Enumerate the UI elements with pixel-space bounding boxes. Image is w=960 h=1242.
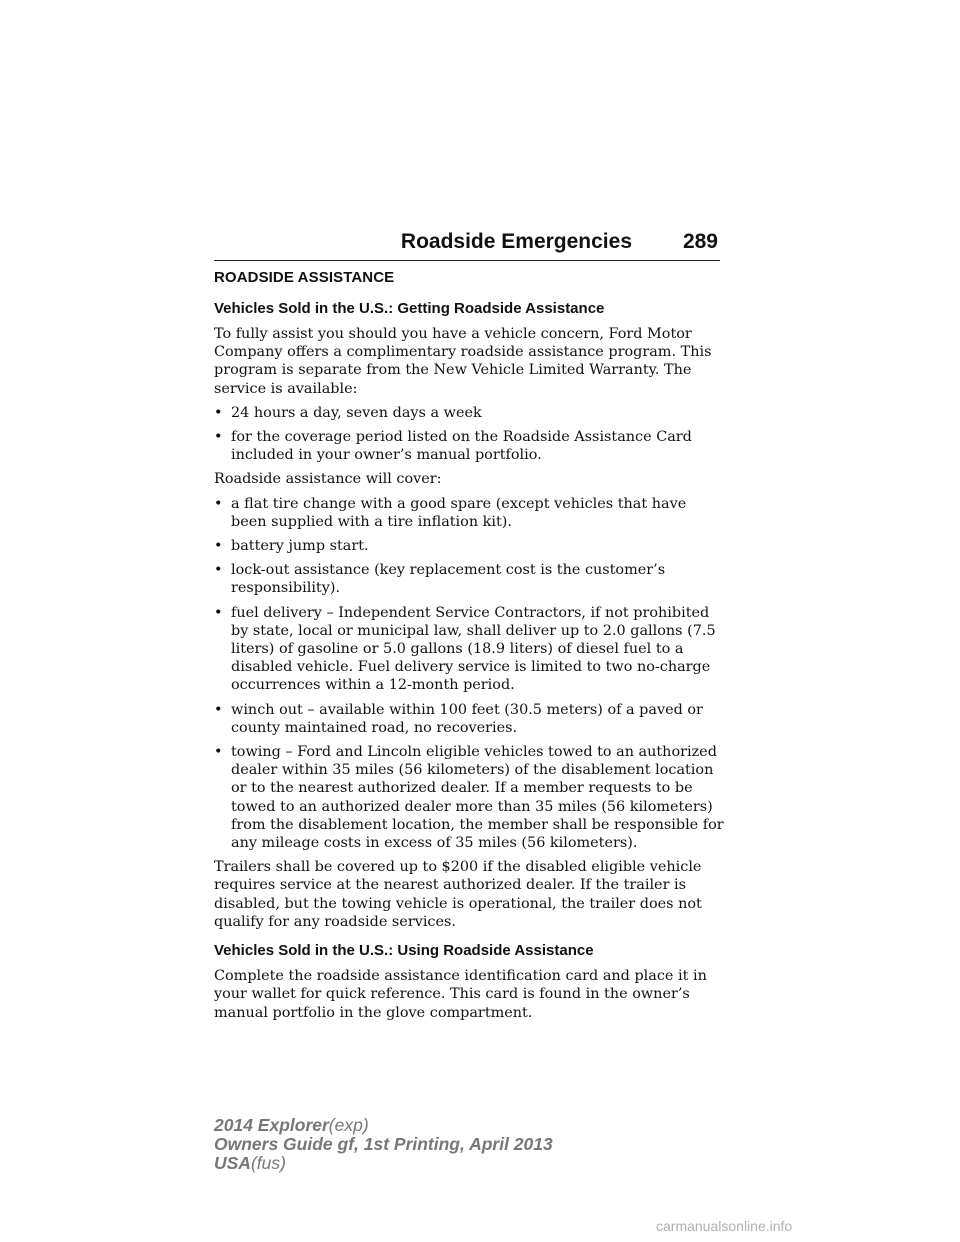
intro-paragraph: To fully assist you should you have a vehicle concern, Ford Motor Company offers a complimentary roadside assistance program. This program is separate from the New Vehicle Limited Warranty. The service is available:: [214, 326, 712, 397]
coverage-intro: Roadside assistance will cover:: [214, 471, 442, 488]
list-item-text: a flat tire change with a good spare (except vehicles that have been supplied with a tire inflation kit).: [231, 495, 687, 530]
subsection-title-using: Vehicles Sold in the U.S.: Using Roadside Assistance: [214, 942, 594, 960]
subsection-title-getting: Vehicles Sold in the U.S.: Getting Roadside Assistance: [214, 300, 605, 317]
footer-line-model: [214, 1116, 553, 1135]
list-item: [214, 561, 726, 597]
list-item: [214, 743, 726, 852]
using-paragraph: Complete the roadside assistance identification card and place it in your wallet for quick reference. This card is found in the owner’s manual portfolio in the glove compartment.: [214, 968, 707, 1021]
page-number: 289: [682, 230, 718, 253]
list-item: [214, 404, 726, 422]
footer-line-region: [214, 1154, 553, 1173]
footer-region-code: (fus): [250, 1153, 286, 1173]
list-item: [214, 428, 726, 464]
watermark: carmanualsonline.info: [656, 1218, 793, 1234]
bullet-icon: •: [214, 429, 223, 446]
bullet-icon: •: [214, 562, 223, 579]
list-item: [214, 495, 726, 531]
bullet-icon: •: [214, 404, 223, 421]
footer-model-code: (exp): [328, 1115, 369, 1135]
list-item-text: 24 hours a day, seven days a week: [231, 404, 482, 421]
list-item: [214, 604, 726, 695]
bullet-icon: •: [214, 538, 223, 555]
coverage-list: [214, 495, 726, 853]
list-item-text: lock-out assistance (key replacement cost is the customer’s responsibility).: [231, 562, 666, 597]
trailers-paragraph: Trailers shall be covered up to $200 if the disabled eligible vehicle requires service at the nearest authorized dealer. If the trailer is disabled, but the towing vehicle is operational, the trailer does not qualify for any roadside services.: [214, 859, 702, 930]
page-header: [214, 226, 720, 261]
list-item-text: winch out – available within 100 feet (30.5 meters) of a paved or county maintained road, no recoveries.: [231, 701, 703, 736]
footer-model: 2014 Explorer: [214, 1115, 329, 1135]
list-item-text: fuel delivery – Independent Service Contractors, if not prohibited by state, local or municipal law, shall deliver up to 2.0 gallons (7.5 liters) of gasoline or 5.0 gallons (18.9 liters) of diesel fuel to a disabled vehicle. Fuel delivery service is limited to two no-charge occurrences within a 12-month period.: [231, 604, 716, 694]
print-footer: [214, 1116, 553, 1173]
availability-list: [214, 404, 726, 465]
list-item: [214, 701, 726, 737]
list-item-text: towing – Ford and Lincoln eligible vehicles towed to an authorized dealer within 35 miles (56 kilometers) of the disablement location or to the nearest authorized dealer. If a member requests to be towed to an authorized dealer more than 35 miles (56 kilometers) from the disablement location, the member shall be responsible for any mileage costs in excess of 35 miles (56 kilometers).: [231, 744, 724, 852]
footer-line-printing: Owners Guide gf, 1st Printing, April 2013: [214, 1134, 553, 1154]
footer-region: USA: [214, 1153, 251, 1173]
list-item: [214, 537, 726, 555]
bullet-icon: •: [214, 744, 223, 761]
bullet-icon: •: [214, 604, 223, 621]
page-content: [214, 269, 726, 1028]
list-item-text: battery jump start.: [231, 538, 369, 555]
section-title: ROADSIDE ASSISTANCE: [214, 269, 395, 286]
bullet-icon: •: [214, 495, 223, 512]
list-item-text: for the coverage period listed on the Roadside Assistance Card included in your owner’s manual portfolio.: [231, 429, 692, 464]
bullet-icon: •: [214, 701, 223, 718]
chapter-title: Roadside Emergencies: [400, 230, 632, 253]
